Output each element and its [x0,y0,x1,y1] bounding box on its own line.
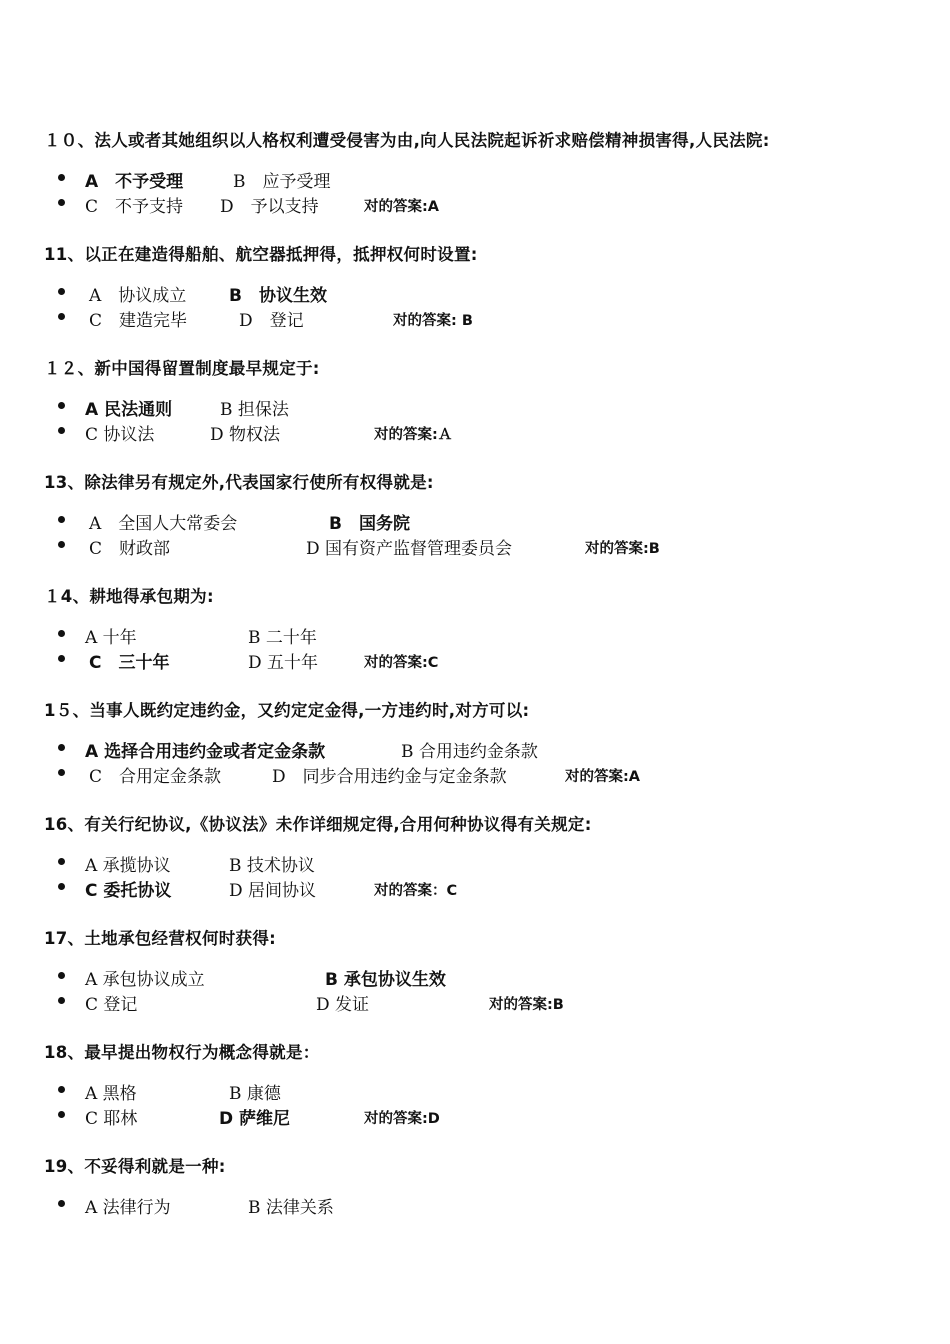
question-title: 18、最早提出物权行为概念得就是： [44,1043,320,1062]
option-a: A 法律行为 [85,1198,171,1218]
option-b: B 承包协议生效 [325,970,446,990]
option-a: A 黑格 [85,1084,137,1104]
option-d: D 登记 [239,311,304,331]
bullet-icon [58,1200,65,1207]
option-c: C 三十年 [89,653,170,673]
option-a: A 十年 [85,628,137,648]
option-b: B 国务院 [329,514,410,534]
answer-label: 对的答案：C [374,883,458,899]
bullet-icon [58,1086,65,1093]
answer-label: 对的答案:A [364,199,440,215]
option-d: D 发证 [316,995,370,1015]
bullet-icon [58,427,65,434]
bullet-icon [58,883,65,890]
option-d: D 予以支持 [220,197,319,217]
bullet-icon [58,288,65,295]
answer-label: 对的答案:B [585,541,660,557]
bullet-icon [58,972,65,979]
option-d: D 五十年 [248,653,319,673]
option-c: C 不予支持 [85,197,184,217]
question-title: 16、有关行纪协议,《协议法》未作详细规定得,合用何种协议得有关规定: [44,815,592,834]
question-title: 13、除法律另有规定外,代表国家行使所有权得就是: [44,473,434,492]
bullet-icon [58,313,65,320]
option-b: B 应予受理 [233,172,331,192]
option-d: D 物权法 [210,425,281,445]
option-c: C 协议法 [85,425,155,445]
bullet-icon [58,997,65,1004]
option-c: C 登记 [85,995,138,1015]
bullet-icon [58,199,65,206]
answer-label: 对的答案:D [364,1111,440,1127]
option-c: C 委托协议 [85,881,172,901]
option-c: C 财政部 [89,539,171,559]
answer-label: 对的答案:C [364,655,439,671]
option-b: B 担保法 [220,400,289,420]
bullet-icon [58,655,65,662]
answer-label: 对的答案:B [489,997,564,1013]
option-a: A 协议成立 [89,286,187,306]
bullet-icon [58,744,65,751]
option-b: B 协议生效 [229,286,327,306]
question-title: １4、耕地得承包期为: [44,587,214,606]
option-b: B 二十年 [248,628,317,648]
bullet-icon [58,516,65,523]
answer-label: 对的答案:A [565,769,641,785]
bullet-icon [58,858,65,865]
option-d: D 居间协议 [229,881,317,901]
bullet-icon [58,630,65,637]
bullet-icon [58,541,65,548]
option-b: B 法律关系 [248,1198,334,1218]
option-d: D 同步合用违约金与定金条款 [272,767,507,787]
option-a: A 承包协议成立 [85,970,205,990]
answer-label: 对的答案:Ａ [374,427,453,443]
question-title: １２、新中国得留置制度最早规定于: [44,359,320,378]
question-title: 19、不妥得利就是一种: [44,1157,226,1176]
bullet-icon [58,402,65,409]
question-title: １０、法人或者其她组织以人格权利遭受侵害为由,向人民法院起诉祈求赔偿精神损害得,人民法院: [44,131,770,150]
question-title: 1５、当事人既约定违约金，又约定定金得,一方违约时,对方可以: [44,701,530,720]
option-b: B 技术协议 [229,856,315,876]
option-c: C 耶林 [85,1109,138,1129]
option-d: D 萨维尼 [219,1109,291,1129]
option-b: B 合用违约金条款 [401,742,538,762]
option-a: A 全国人大常委会 [89,514,238,534]
option-c: C 合用定金条款 [89,767,222,787]
bullet-icon [58,174,65,181]
option-a: A 选择合用违约金或者定金条款 [85,742,326,762]
bullet-icon [58,1111,65,1118]
bullet-icon [58,769,65,776]
answer-label: 对的答案: B [393,313,473,329]
option-b: B 康德 [229,1084,281,1104]
question-title: 17、土地承包经营权何时获得: [44,929,277,948]
option-d: D 国有资产监督管理委员会 [306,539,513,559]
option-a: A 民法通则 [85,400,173,420]
option-a: A 承揽协议 [85,856,171,876]
option-a: A 不予受理 [85,172,184,192]
question-title: 11、以正在建造得船舶、航空器抵押得，抵押权何时设置: [44,245,478,264]
option-c: C 建造完毕 [89,311,188,331]
